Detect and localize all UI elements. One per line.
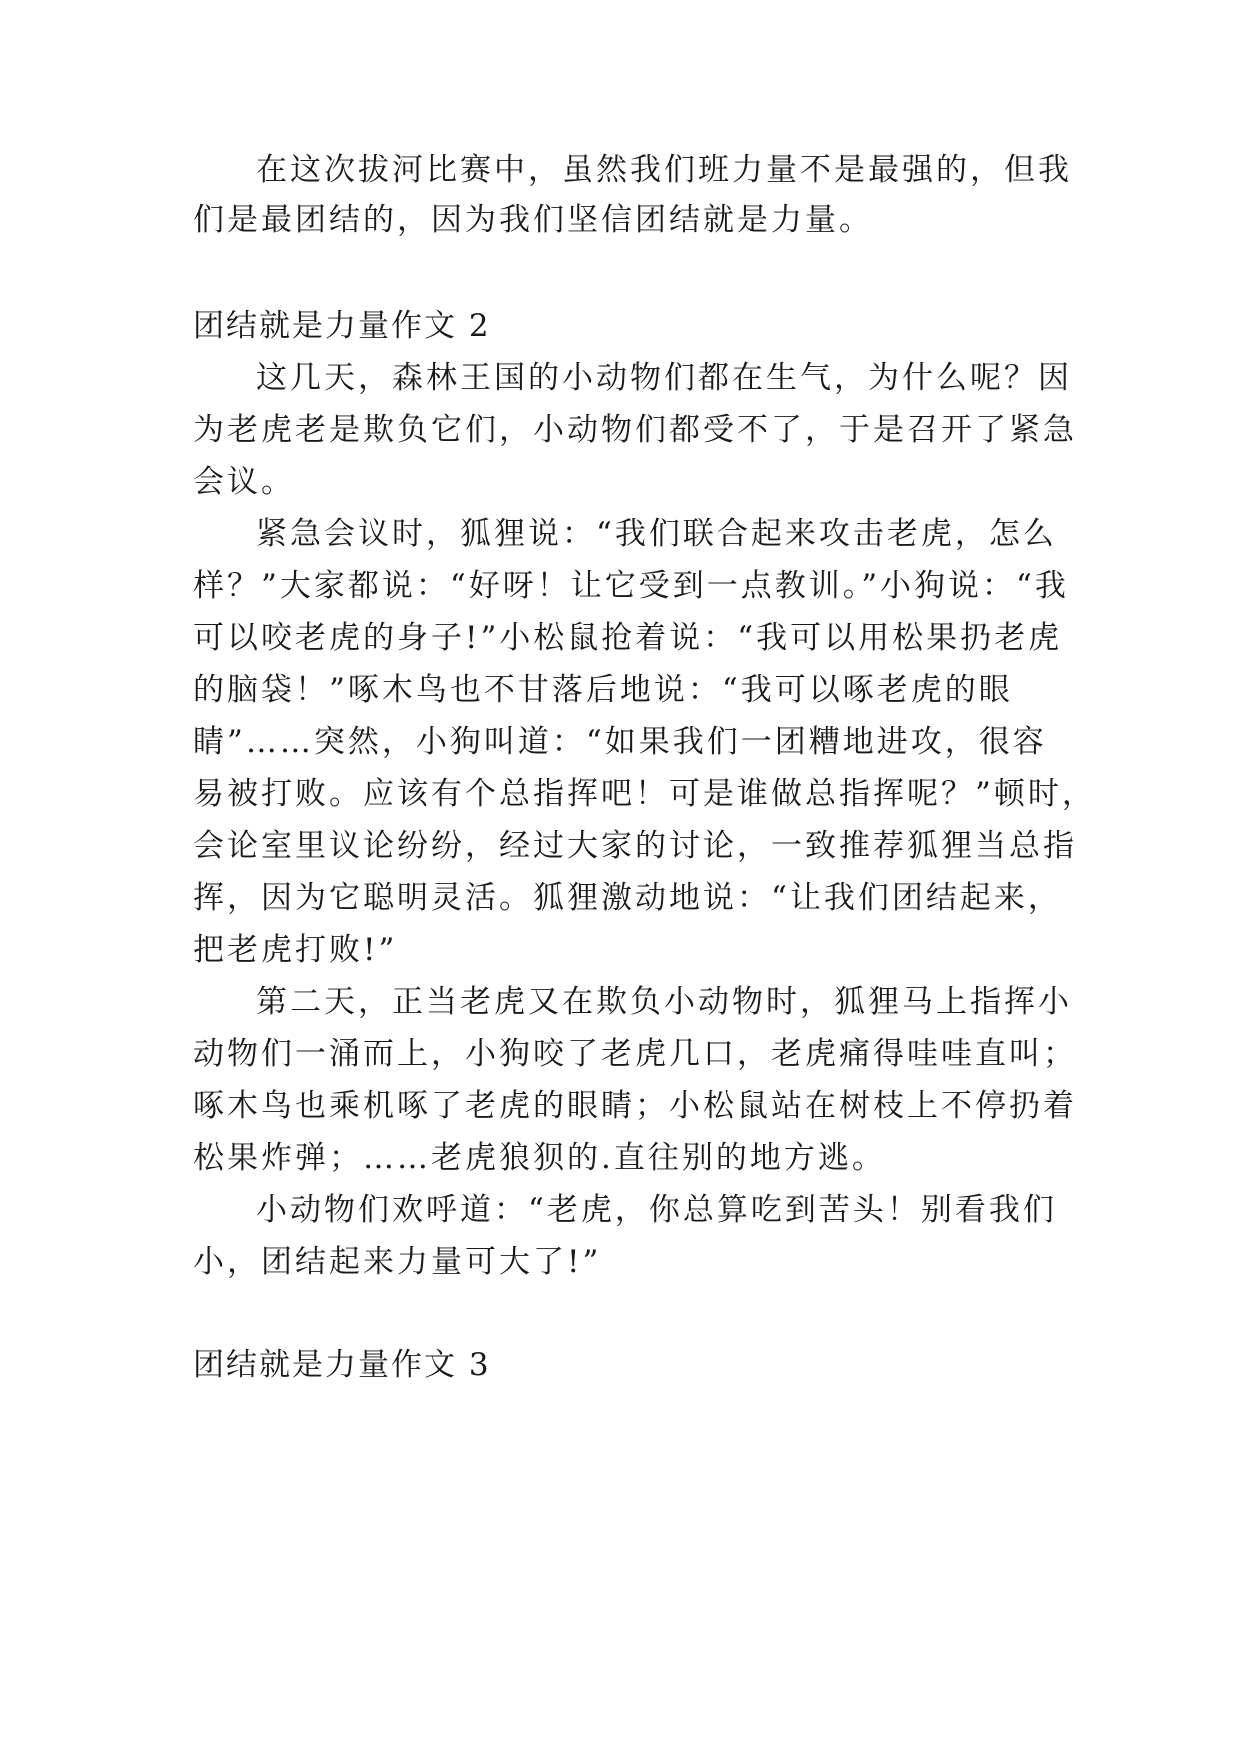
paragraph-line: 为老虎老是欺负它们，小动物们都受不了，于是召开了紧急 xyxy=(193,412,1077,448)
section-heading: 团结就是力量作文 2 xyxy=(193,308,491,344)
paragraph-line: 小动物们欢呼道：“老虎，你总算吃到苦头！别看我们 xyxy=(256,1192,1057,1228)
paragraph-line: 挥，因为它聪明灵活。狐狸激动地说：“让我们团结起来， xyxy=(193,880,1062,916)
paragraph-line: 这几天，森林王国的小动物们都在生气，为什么呢？因 xyxy=(256,360,1072,396)
paragraph-line: 们是最团结的，因为我们坚信团结就是力量。 xyxy=(193,202,873,238)
paragraph-line: 可以咬老虎的身子!”小松鼠抢着说：“我可以用松果扔老虎 xyxy=(193,620,1063,656)
paragraph-line: 会议。 xyxy=(193,464,295,500)
paragraph-line: 在这次拔河比赛中，虽然我们班力量不是最强的，但我 xyxy=(256,152,1072,188)
paragraph-line: 动物们一涌而上，小狗咬了老虎几口，老虎痛得哇哇直叫； xyxy=(193,1036,1077,1072)
paragraph-line: 睛”……突然，小狗叫道：“如果我们一团糟地进攻，很容 xyxy=(193,724,1047,760)
paragraph-line: 第二天，正当老虎又在欺负小动物时，狐狸马上指挥小 xyxy=(256,984,1072,1020)
paragraph-line: 小，团结起来力量可大了!” xyxy=(193,1244,602,1280)
paragraph-line: 样？”大家都说：“好呀！让它受到一点教训。”小狗说：“我 xyxy=(193,568,1069,604)
paragraph-line: 啄木鸟也乘机啄了老虎的眼睛；小松鼠站在树枝上不停扔着 xyxy=(193,1088,1077,1124)
paragraph-line: 松果炸弹；……老虎狼狈的.直往别的地方逃。 xyxy=(193,1140,886,1176)
paragraph-line: 会论室里议论纷纷，经过大家的讨论，一致推荐狐狸当总指 xyxy=(193,828,1077,864)
section-heading: 团结就是力量作文 3 xyxy=(193,1347,491,1383)
paragraph-line: 的脑袋！”啄木鸟也不甘落后地说：“我可以啄老虎的眼 xyxy=(193,672,1013,708)
paragraph-line: 易被打败。应该有个总指挥吧！可是谁做总指挥呢？”顿时， xyxy=(193,776,1096,812)
paragraph-line: 紧急会议时，狐狸说：“我们联合起来攻击老虎，怎么 xyxy=(256,516,1057,552)
paragraph-line: 把老虎打败!” xyxy=(193,932,398,968)
